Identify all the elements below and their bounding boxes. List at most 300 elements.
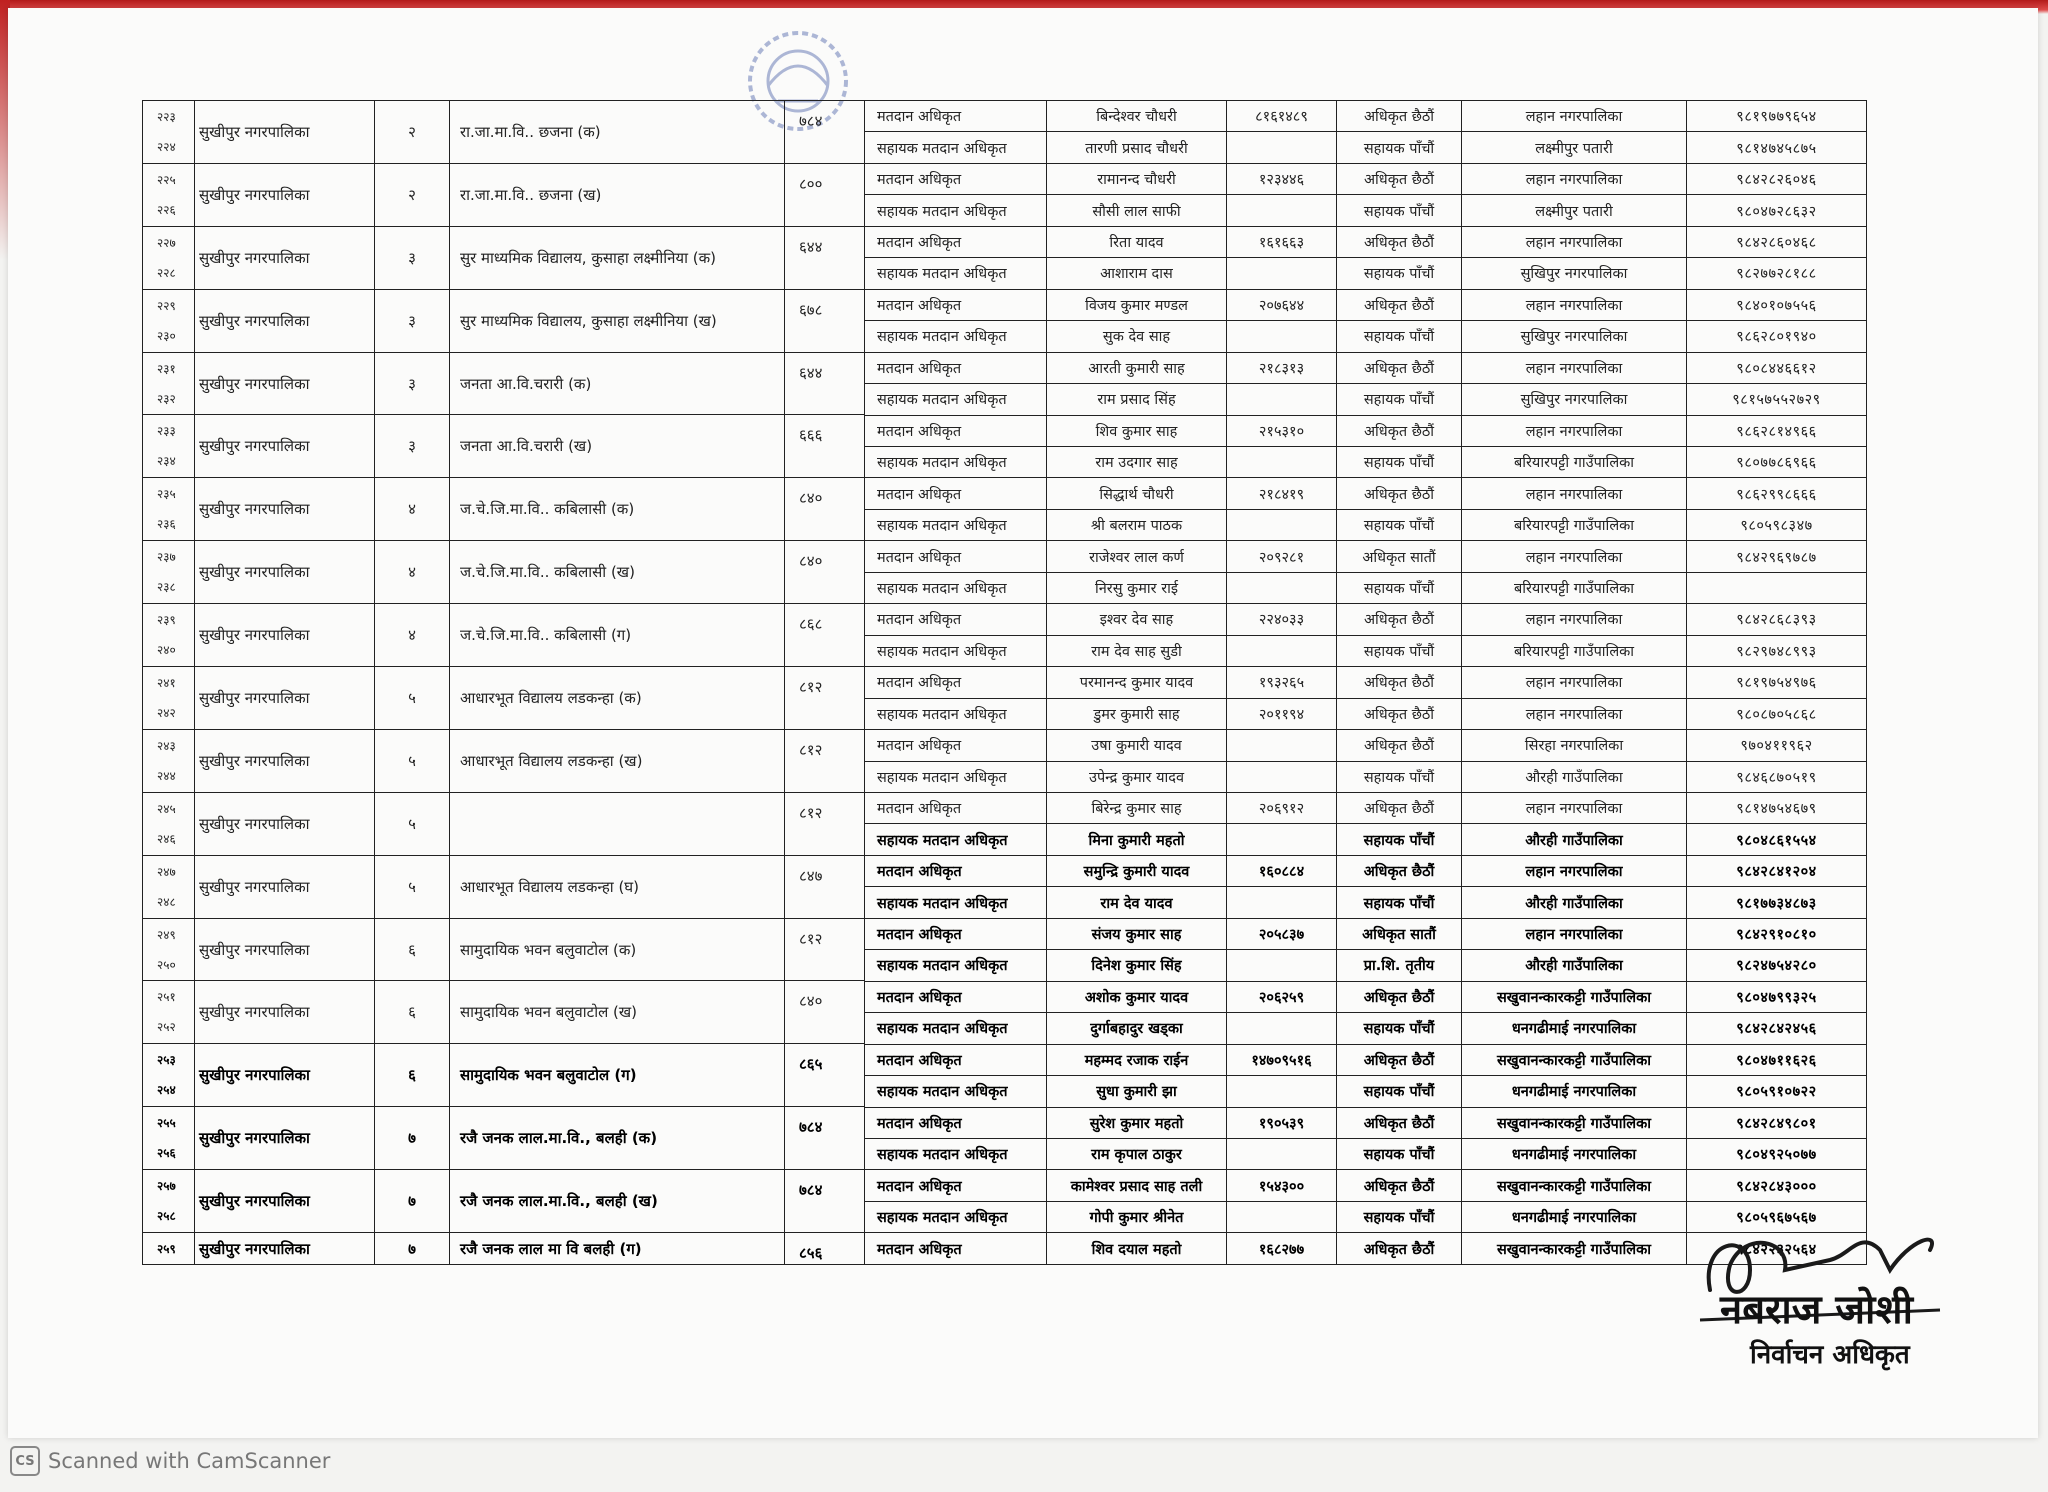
office-cell: लहान नगरपालिका [1462, 855, 1687, 886]
officer-name-cell: शिव दयाल महतो [1047, 1233, 1227, 1265]
officer-name-cell: निरसु कुमार राई [1047, 572, 1227, 603]
officer-row [865, 384, 1867, 415]
officer-row [865, 950, 1867, 981]
polling-booth-cell: रजै जनक लाल.मा.वि., बलही (ख) [450, 1170, 785, 1233]
station-row [143, 478, 865, 541]
office-cell: लहान नगरपालिका [1462, 604, 1687, 635]
officer-row [865, 918, 1867, 949]
serial-number: २४० [157, 643, 176, 658]
officer-id-cell: १२३४४६ [1227, 163, 1337, 194]
role-cell: सहायक मतदान अधिकृत [865, 1076, 1047, 1107]
position-cell: सहायक पाँचौं [1337, 509, 1462, 540]
serial-number: २५६ [157, 1146, 176, 1161]
officer-row [865, 541, 1867, 572]
camscanner-text: Scanned with CamScanner [48, 1449, 331, 1473]
officer-row [865, 887, 1867, 918]
officer-id-cell [1227, 509, 1337, 540]
role-cell: सहायक मतदान अधिकृत [865, 1013, 1047, 1044]
officer-name-cell: रिता यादव [1047, 226, 1227, 257]
voter-count-cell: ८१२ [785, 729, 865, 792]
role-cell: सहायक मतदान अधिकृत [865, 824, 1047, 855]
officer-table [864, 100, 1866, 1265]
officer-name-cell: श्री बलराम पाठक [1047, 509, 1227, 540]
position-cell: सहायक पाँचौं [1337, 258, 1462, 289]
position-cell: सहायक पाँचौं [1337, 572, 1462, 603]
officer-row [865, 635, 1867, 666]
station-row [143, 1233, 865, 1265]
office-cell: धनगढीमाई नगरपालिका [1462, 1013, 1687, 1044]
ward-cell: ४ [375, 604, 450, 667]
municipality-cell: सुखीपुर नगरपालिका [195, 1233, 375, 1265]
polling-booth-cell: जनता आ.वि.चरारी (क) [450, 352, 785, 415]
officer-id-cell [1227, 1201, 1337, 1232]
ward-cell: ३ [375, 415, 450, 478]
serial-number-cell [143, 729, 195, 792]
station-row [143, 792, 865, 855]
station-row [143, 981, 865, 1044]
office-cell: सिरहा नगरपालिका [1462, 730, 1687, 761]
serial-number: २३९ [157, 613, 176, 628]
office-cell: औरही गाउँपालिका [1462, 950, 1687, 981]
position-cell: सहायक पाँचौं [1337, 824, 1462, 855]
officer-name-cell: सिद्धार्थ चौधरी [1047, 478, 1227, 509]
role-cell: मतदान अधिकृत [865, 667, 1047, 698]
officer-id-cell: १४७०९५१६ [1227, 1044, 1337, 1075]
officer-row [865, 446, 1867, 477]
officer-id-cell [1227, 1076, 1337, 1107]
phone-cell: ९८४२८४३००० [1687, 1170, 1867, 1201]
ward-cell: ४ [375, 478, 450, 541]
phone-cell: ९८०४८६१५५४ [1687, 824, 1867, 855]
officer-id-cell [1227, 1138, 1337, 1169]
officer-name-cell: कामेश्वर प्रसाद साह तली [1047, 1170, 1227, 1201]
officer-id-cell: १५४३०० [1227, 1170, 1337, 1201]
role-cell: सहायक मतदान अधिकृत [865, 887, 1047, 918]
serial-number: २२५ [157, 172, 176, 187]
municipality-cell: सुखीपुर नगरपालिका [195, 855, 375, 918]
municipality-cell: सुखीपुर नगरपालिका [195, 604, 375, 667]
polling-booth-cell: सामुदायिक भवन बलुवाटोल (ख) [450, 981, 785, 1044]
ward-cell: ७ [375, 1107, 450, 1170]
voter-count-cell: ८०० [785, 163, 865, 226]
office-cell: सखुवानन्कारकट्टी गाउँपालिका [1462, 1233, 1687, 1265]
role-cell: सहायक मतदान अधिकृत [865, 635, 1047, 666]
officer-row [865, 1013, 1867, 1044]
position-cell: अधिकृत छैठौं [1337, 1170, 1462, 1201]
role-cell: मतदान अधिकृत [865, 226, 1047, 257]
serial-number-cell [143, 667, 195, 730]
serial-number: २५३ [157, 1053, 176, 1068]
position-cell: सहायक पाँचौं [1337, 1076, 1462, 1107]
municipality-cell: सुखीपुर नगरपालिका [195, 729, 375, 792]
position-cell: अधिकृत छैठौं [1337, 730, 1462, 761]
polling-booth-cell: सामुदायिक भवन बलुवाटोल (ग) [450, 1044, 785, 1107]
serial-number-cell [143, 981, 195, 1044]
officer-name-cell: शिव कुमार साह [1047, 415, 1227, 446]
officer-row [865, 163, 1867, 194]
officer-name-cell: परमानन्द कुमार यादव [1047, 667, 1227, 698]
phone-cell: ९८०८४४६६१२ [1687, 352, 1867, 383]
serial-number: २४३ [157, 738, 176, 753]
serial-number: २५८ [157, 1209, 176, 1224]
officer-name-cell: विजय कुमार मण्डल [1047, 289, 1227, 320]
role-cell: सहायक मतदान अधिकृत [865, 761, 1047, 792]
officer-name-cell: गोपी कुमार श्रीनेत [1047, 1201, 1227, 1232]
polling-booth-cell: सुर माध्यमिक विद्यालय, कुसाहा लक्ष्मीनिया (ख) [450, 289, 785, 352]
officer-id-cell: १९३२६५ [1227, 667, 1337, 698]
officer-row [865, 792, 1867, 823]
serial-number: २३२ [157, 391, 176, 406]
station-row [143, 101, 865, 164]
position-cell: प्रा.शि. तृतीय [1337, 950, 1462, 981]
officer-row [865, 415, 1867, 446]
role-cell: मतदान अधिकृत [865, 1107, 1047, 1138]
office-cell: सखुवानन्कारकट्टी गाउँपालिका [1462, 981, 1687, 1012]
office-cell: औरही गाउँपालिका [1462, 887, 1687, 918]
ward-cell: ३ [375, 289, 450, 352]
serial-number-cell [143, 604, 195, 667]
officer-id-cell: १६०८८४ [1227, 855, 1337, 886]
polling-booth-cell: आधारभूत विद्यालय लडकन्हा (क) [450, 667, 785, 730]
serial-number-cell [143, 289, 195, 352]
phone-cell [1687, 572, 1867, 603]
officer-name-cell: राम कृपाल ठाकुर [1047, 1138, 1227, 1169]
station-row [143, 541, 865, 604]
officer-name-cell: उपेन्द्र कुमार यादव [1047, 761, 1227, 792]
phone-cell: ९८४२८६८३९३ [1687, 604, 1867, 635]
phone-cell: ९८४२९६९७८७ [1687, 541, 1867, 572]
ward-cell: ५ [375, 729, 450, 792]
municipality-cell: सुखीपुर नगरपालिका [195, 541, 375, 604]
position-cell: सहायक पाँचौं [1337, 887, 1462, 918]
office-cell: बरियारपट्टी गाउँपालिका [1462, 572, 1687, 603]
role-cell: सहायक मतदान अधिकृत [865, 384, 1047, 415]
office-cell: सखुवानन्कारकट्टी गाउँपालिका [1462, 1044, 1687, 1075]
position-cell: अधिकृत सातौं [1337, 918, 1462, 949]
position-cell: अधिकृत छैठौं [1337, 163, 1462, 194]
position-cell: सहायक पाँचौं [1337, 446, 1462, 477]
position-cell: अधिकृत छैठौं [1337, 1107, 1462, 1138]
role-cell: मतदान अधिकृत [865, 1170, 1047, 1201]
officer-row [865, 855, 1867, 886]
voter-count-cell: ७८४ [785, 1107, 865, 1170]
role-cell: सहायक मतदान अधिकृत [865, 1138, 1047, 1169]
phone-cell: ९८०५९१०७२२ [1687, 1076, 1867, 1107]
position-cell: सहायक पाँचौं [1337, 1138, 1462, 1169]
ward-cell: ६ [375, 918, 450, 981]
officer-id-cell [1227, 132, 1337, 163]
position-cell: अधिकृत छैठौं [1337, 101, 1462, 132]
position-cell: अधिकृत छैठौं [1337, 289, 1462, 320]
officer-name-cell: सुधा कुमारी झा [1047, 1076, 1227, 1107]
serial-number-cell [143, 541, 195, 604]
ward-cell: ७ [375, 1233, 450, 1265]
serial-number: २२९ [157, 298, 176, 313]
office-cell: सखुवानन्कारकट्टी गाउँपालिका [1462, 1170, 1687, 1201]
serial-number-cell [143, 1233, 195, 1265]
role-cell: सहायक मतदान अधिकृत [865, 1201, 1047, 1232]
officer-id-cell [1227, 572, 1337, 603]
officer-id-cell [1227, 761, 1337, 792]
polling-booth-cell [450, 792, 785, 855]
serial-number: २३० [157, 328, 176, 343]
voter-count-cell: ७८४ [785, 101, 865, 164]
role-cell: मतदान अधिकृत [865, 730, 1047, 761]
voter-count-cell: ८६८ [785, 604, 865, 667]
municipality-cell: सुखीपुर नगरपालिका [195, 1044, 375, 1107]
office-cell: सुखिपुर नगरपालिका [1462, 384, 1687, 415]
serial-number-cell [143, 918, 195, 981]
serial-number: २४२ [157, 705, 176, 720]
serial-number: २२७ [157, 235, 176, 250]
phone-cell: ९८४२२३२५६४ [1687, 1233, 1867, 1265]
position-cell: सहायक पाँचौं [1337, 1201, 1462, 1232]
office-cell: लहान नगरपालिका [1462, 698, 1687, 729]
polling-booth-cell: ज.चे.जि.मा.वि.. कबिलासी (क) [450, 478, 785, 541]
officer-id-cell: २०७६४४ [1227, 289, 1337, 320]
municipality-cell: सुखीपुर नगरपालिका [195, 792, 375, 855]
officer-row [865, 1138, 1867, 1169]
office-cell: लहान नगरपालिका [1462, 478, 1687, 509]
officer-id-cell [1227, 446, 1337, 477]
office-cell: सुखिपुर नगरपालिका [1462, 258, 1687, 289]
station-row [143, 163, 865, 226]
officer-name-cell: राजेश्वर लाल कर्ण [1047, 541, 1227, 572]
municipality-cell: सुखीपुर नगरपालिका [195, 981, 375, 1044]
officer-name-cell: राम देव साह सुडी [1047, 635, 1227, 666]
officer-name-cell: राम उदगार साह [1047, 446, 1227, 477]
serial-number: २२३ [157, 109, 176, 124]
officer-name-cell: राम प्रसाद सिंह [1047, 384, 1227, 415]
serial-number: २५७ [157, 1179, 176, 1194]
officer-row [865, 1107, 1867, 1138]
officer-id-cell [1227, 384, 1337, 415]
phone-cell: ९८२७७२८१८८ [1687, 258, 1867, 289]
position-cell: अधिकृत छैठौं [1337, 352, 1462, 383]
ward-cell: ५ [375, 792, 450, 855]
serial-number: २४७ [157, 864, 176, 879]
role-cell: मतदान अधिकृत [865, 1233, 1047, 1265]
serial-number-cell [143, 855, 195, 918]
serial-number-cell [143, 792, 195, 855]
position-cell: सहायक पाँचौं [1337, 635, 1462, 666]
voter-count-cell: ६४४ [785, 352, 865, 415]
officer-id-cell: २०११९४ [1227, 698, 1337, 729]
phone-cell: ९८०४७११६२६ [1687, 1044, 1867, 1075]
phone-cell: ९८६२८१४९६६ [1687, 415, 1867, 446]
officer-id-cell: २२४०३३ [1227, 604, 1337, 635]
role-cell: मतदान अधिकृत [865, 163, 1047, 194]
ward-cell: ७ [375, 1170, 450, 1233]
camscanner-logo-icon: CS [10, 1446, 40, 1476]
polling-booth-cell: जनता आ.वि.चरारी (ख) [450, 415, 785, 478]
office-cell: धनगढीमाई नगरपालिका [1462, 1076, 1687, 1107]
station-row [143, 1107, 865, 1170]
role-cell: मतदान अधिकृत [865, 289, 1047, 320]
officer-row [865, 824, 1867, 855]
officer-id-cell [1227, 950, 1337, 981]
office-cell: धनगढीमाई नगरपालिका [1462, 1138, 1687, 1169]
voter-count-cell: ७८४ [785, 1170, 865, 1233]
role-cell: मतदान अधिकृत [865, 541, 1047, 572]
position-cell: अधिकृत छैठौं [1337, 981, 1462, 1012]
officer-row [865, 226, 1867, 257]
phone-cell: ९८४२८४१२०४ [1687, 855, 1867, 886]
serial-number-cell [143, 352, 195, 415]
municipality-cell: सुखीपुर नगरपालिका [195, 352, 375, 415]
officer-row [865, 321, 1867, 352]
serial-number: २५० [157, 957, 176, 972]
ward-cell: ३ [375, 226, 450, 289]
station-row [143, 415, 865, 478]
phone-cell: ९८४२८६०४६८ [1687, 226, 1867, 257]
office-cell: धनगढीमाई नगरपालिका [1462, 1201, 1687, 1232]
serial-number-cell [143, 1044, 195, 1107]
municipality-cell: सुखीपुर नगरपालिका [195, 415, 375, 478]
role-cell: सहायक मतदान अधिकृत [865, 195, 1047, 226]
role-cell: मतदान अधिकृत [865, 352, 1047, 383]
station-row [143, 855, 865, 918]
officer-row [865, 1170, 1867, 1201]
officer-row [865, 352, 1867, 383]
serial-number-cell [143, 1107, 195, 1170]
municipality-cell: सुखीपुर नगरपालिका [195, 226, 375, 289]
serial-number: २५५ [157, 1116, 176, 1131]
serial-number: २५४ [157, 1083, 176, 1098]
officer-id-cell: २०५८३७ [1227, 918, 1337, 949]
officer-name-cell: सुरेश कुमार महतो [1047, 1107, 1227, 1138]
officer-id-cell [1227, 258, 1337, 289]
ward-cell: ६ [375, 981, 450, 1044]
role-cell: मतदान अधिकृत [865, 478, 1047, 509]
polling-booth-cell: रा.जा.मा.वि.. छजना (ख) [450, 163, 785, 226]
polling-booth-cell: आधारभूत विद्यालय लडकन्हा (घ) [450, 855, 785, 918]
officer-name-cell: दिनेश कुमार सिंह [1047, 950, 1227, 981]
serial-number: २४४ [157, 768, 176, 783]
station-row [143, 604, 865, 667]
office-cell: लहान नगरपालिका [1462, 101, 1687, 132]
officer-id-cell [1227, 730, 1337, 761]
phone-cell: ९८०५९६७५६७ [1687, 1201, 1867, 1232]
serial-number-cell [143, 226, 195, 289]
ward-cell: २ [375, 101, 450, 164]
serial-number: २४१ [157, 675, 176, 690]
phone-cell: ९८०५९८३४७ [1687, 509, 1867, 540]
voter-count-cell: ६४४ [785, 226, 865, 289]
serial-number: २२६ [157, 202, 176, 217]
serial-number: २३६ [157, 517, 176, 532]
office-cell: लहान नगरपालिका [1462, 289, 1687, 320]
polling-booth-cell: सामुदायिक भवन बलुवाटोल (क) [450, 918, 785, 981]
polling-booth-cell: रजै जनक लाल मा वि बलही (ग) [450, 1233, 785, 1265]
officer-row [865, 478, 1867, 509]
serial-number-cell [143, 415, 195, 478]
serial-number: २४५ [157, 801, 176, 816]
position-cell: सहायक पाँचौं [1337, 761, 1462, 792]
voter-count-cell: ८१२ [785, 918, 865, 981]
serial-number: २३८ [157, 580, 176, 595]
office-cell: लहान नगरपालिका [1462, 415, 1687, 446]
officer-id-cell [1227, 195, 1337, 226]
office-cell: लहान नगरपालिका [1462, 163, 1687, 194]
officer-name-cell: इश्वर देव साह [1047, 604, 1227, 635]
officer-id-cell [1227, 887, 1337, 918]
role-cell: मतदान अधिकृत [865, 604, 1047, 635]
officer-row [865, 289, 1867, 320]
voter-count-cell: ८५६ [785, 1233, 865, 1265]
position-cell: सहायक पाँचौं [1337, 321, 1462, 352]
officer-name-cell: आरती कुमारी साह [1047, 352, 1227, 383]
officer-id-cell: २०६२५९ [1227, 981, 1337, 1012]
phone-cell: ९८१४७५४६७९ [1687, 792, 1867, 823]
officer-id-cell [1227, 824, 1337, 855]
position-cell: अधिकृत छैठौं [1337, 698, 1462, 729]
signatory-name: नबराज जोशी [1720, 1286, 1913, 1333]
serial-number: २३३ [157, 424, 176, 439]
serial-number: २३४ [157, 454, 176, 469]
role-cell: मतदान अधिकृत [865, 792, 1047, 823]
phone-cell: ९८४२८२६०४६ [1687, 163, 1867, 194]
phone-cell: ९८४६८७०५१९ [1687, 761, 1867, 792]
phone-cell: ९८०४७९९३२५ [1687, 981, 1867, 1012]
officer-id-cell: ८१६१४८९ [1227, 101, 1337, 132]
role-cell: मतदान अधिकृत [865, 981, 1047, 1012]
officer-name-cell: अशोक कुमार यादव [1047, 981, 1227, 1012]
position-cell: अधिकृत छैठौं [1337, 415, 1462, 446]
voter-count-cell: ८४० [785, 478, 865, 541]
station-row [143, 729, 865, 792]
officer-row [865, 132, 1867, 163]
officer-name-cell: रामानन्द चौधरी [1047, 163, 1227, 194]
municipality-cell: सुखीपुर नगरपालिका [195, 667, 375, 730]
phone-cell: ९८२९७४८९९३ [1687, 635, 1867, 666]
officer-row [865, 509, 1867, 540]
phone-cell: ९७०४११९६२ [1687, 730, 1867, 761]
phone-cell: ९८४२८४२४५६ [1687, 1013, 1867, 1044]
municipality-cell: सुखीपुर नगरपालिका [195, 478, 375, 541]
officer-id-cell: २१८४१९ [1227, 478, 1337, 509]
position-cell: अधिकृत छैठौं [1337, 855, 1462, 886]
officer-name-cell: मिना कुमारी महतो [1047, 824, 1227, 855]
officer-row [865, 572, 1867, 603]
office-cell: औरही गाउँपालिका [1462, 824, 1687, 855]
position-cell: अधिकृत छैठौं [1337, 667, 1462, 698]
serial-number: २३५ [157, 487, 176, 502]
serial-number: २४९ [157, 927, 176, 942]
position-cell: सहायक पाँचौं [1337, 384, 1462, 415]
ward-cell: ५ [375, 855, 450, 918]
position-cell: अधिकृत छैठौं [1337, 478, 1462, 509]
office-cell: बरियारपट्टी गाउँपालिका [1462, 446, 1687, 477]
officer-name-cell: बिन्देश्वर चौधरी [1047, 101, 1227, 132]
municipality-cell: सुखीपुर नगरपालिका [195, 1107, 375, 1170]
office-cell: बरियारपट्टी गाउँपालिका [1462, 635, 1687, 666]
role-cell: सहायक मतदान अधिकृत [865, 321, 1047, 352]
officer-id-cell [1227, 321, 1337, 352]
officer-id-cell: २०६९१२ [1227, 792, 1337, 823]
station-row [143, 918, 865, 981]
station-row [143, 1044, 865, 1107]
phone-cell: ९८१७७३४८७३ [1687, 887, 1867, 918]
officer-name-cell: डुमर कुमारी साह [1047, 698, 1227, 729]
office-cell: लहान नगरपालिका [1462, 541, 1687, 572]
officer-name-cell: बिरेन्द्र कुमार साह [1047, 792, 1227, 823]
office-cell: लहान नगरपालिका [1462, 352, 1687, 383]
office-cell: बरियारपट्टी गाउँपालिका [1462, 509, 1687, 540]
phone-cell: ९८०८७०५८६८ [1687, 698, 1867, 729]
officer-row [865, 981, 1867, 1012]
position-cell: सहायक पाँचौं [1337, 195, 1462, 226]
